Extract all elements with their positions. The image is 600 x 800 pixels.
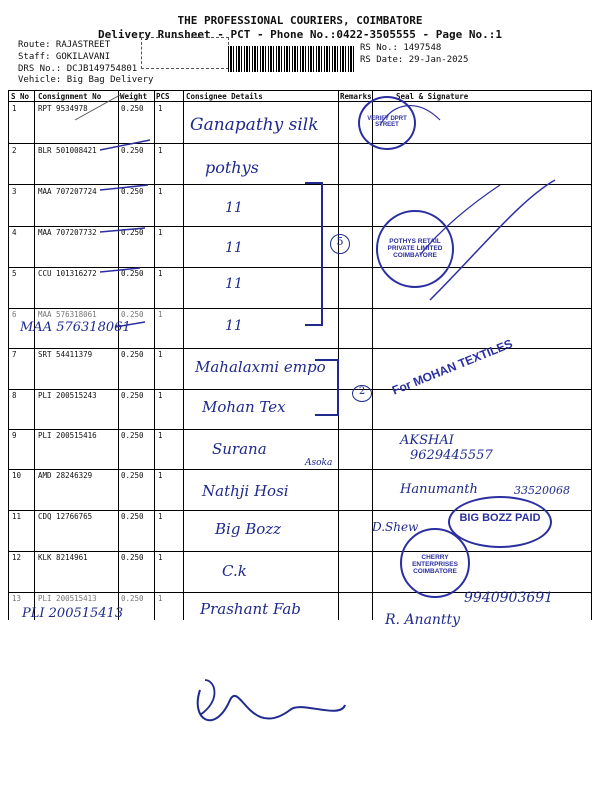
stamp-cherry-enterprises: CHERRY ENTERPRISES COIMBATORE [400, 528, 470, 598]
stamp-mohan-textiles: For MOHAN TEXTILES [390, 336, 515, 398]
row-sno: 6 [12, 310, 17, 319]
hw-consignee-13: Prashant Fab [200, 600, 301, 618]
pen-tick [75, 95, 120, 120]
row-pcs: 1 [158, 391, 163, 400]
pen-tick [100, 140, 150, 150]
row-sno: 13 [12, 594, 22, 603]
row-consignment: CDQ 12766765 [38, 512, 93, 521]
hw-consignee-9: Surana [212, 440, 267, 458]
group-mark-5: 5 [330, 234, 350, 254]
hw-consignee-11: Big Bozz [215, 520, 282, 538]
row-consignment: PLI 200515243 [38, 391, 97, 400]
signature-stroke [200, 680, 215, 715]
col-remarks: Remarks [340, 92, 372, 101]
hw-consignee-2: pothys [205, 158, 259, 177]
row-sno: 4 [12, 228, 17, 237]
row-sno: 3 [12, 187, 17, 196]
hw-consignee-5: 11 [225, 276, 243, 292]
hw-final-signature [255, 705, 257, 706]
hw-consignee-7: Mahalaxmi empo [195, 358, 326, 376]
vehicle-label: Vehicle: Big Bag Delivery [18, 75, 154, 85]
pen-tick [100, 185, 148, 190]
hw-consignee-10: Nathji Hosi [202, 482, 289, 500]
row-weight: 0.250 [121, 310, 144, 319]
row-pcs: 1 [158, 431, 163, 440]
row-pcs: 1 [158, 350, 163, 359]
rs-number: RS No.: 1497548 [360, 43, 442, 53]
hw-consignee-8: Mohan Tex [202, 398, 286, 416]
row-consignment: MAA 707207732 [38, 228, 97, 237]
company-title: THE PROFESSIONAL COURIERS, COIMBATORE [177, 14, 423, 27]
row-sno: 9 [12, 431, 17, 440]
row-weight: 0.250 [121, 228, 144, 237]
signature-stroke [430, 180, 555, 300]
hw-phone-2: 33520068 [514, 484, 570, 497]
row-pcs: 1 [158, 269, 163, 278]
col-seal-signature: Seal & Signature [396, 92, 469, 101]
row-sno: 7 [12, 350, 17, 359]
signature-stroke [420, 185, 500, 255]
row-consignment: MAA 707207724 [38, 187, 97, 196]
hw-r-anantty: R. Anantty [385, 612, 461, 628]
row-pcs: 1 [158, 594, 163, 603]
row-sno: 11 [12, 512, 22, 521]
col-sno: S No [11, 92, 30, 101]
pen-tick [115, 322, 145, 327]
hw-extra-consignment-13: PLI 200515413 [22, 606, 124, 621]
signature-stroke [380, 106, 440, 125]
row-sno: 10 [12, 471, 22, 480]
row-consignment: SRT 54411379 [38, 350, 93, 359]
row-pcs: 1 [158, 104, 163, 113]
hw-phone-1: 9629445557 [410, 448, 493, 463]
row-weight: 0.250 [121, 187, 144, 196]
hw-asoka: Asoka [305, 458, 333, 468]
row-consignment: MAA 576318061 [38, 310, 97, 319]
row-consignment: BLR 501008421 [38, 146, 97, 155]
drs-label: DRS No.: DCJB149754801 [18, 64, 138, 74]
group-mark-2: 2 [352, 385, 372, 402]
hw-consignee-12: C.k [222, 562, 247, 580]
hw-akshai: AKSHAI [400, 433, 454, 448]
row-weight: 0.250 [121, 350, 144, 359]
stamp-verify: VERIFY DPRT STREET [358, 96, 416, 150]
stamp-pothys: POTHYS RETAIL PRIVATE LIMITED COIMBATORE [376, 210, 454, 288]
row-weight: 0.250 [121, 431, 144, 440]
row-weight: 0.250 [121, 104, 144, 113]
row-sno: 8 [12, 391, 17, 400]
row-consignment: KLK 8214961 [38, 553, 88, 562]
col-consignee: Consignee Details [186, 92, 263, 101]
pen-tick [100, 228, 145, 232]
row-sno: 12 [12, 553, 22, 562]
col-consignment: Consignment No [38, 92, 102, 101]
row-consignment: PLI 200515416 [38, 431, 97, 440]
route-label: Route: RAJASTREET [18, 40, 111, 50]
row-weight: 0.250 [121, 512, 144, 521]
hw-consignee-3: 11 [225, 200, 243, 216]
row-consignment: RPT 9534978 [38, 104, 88, 113]
row-weight: 0.250 [121, 391, 144, 400]
row-weight: 0.250 [121, 146, 144, 155]
runsheet-subtitle: Delivery Runsheet - PCT - Phone No.:0422-3505555 - Page No.:1 [98, 28, 502, 41]
row-pcs: 1 [158, 187, 163, 196]
hw-consignee-1: Ganapathy silk [190, 115, 319, 135]
hw-consignee-4: 11 [225, 240, 243, 256]
signature-stroke [198, 690, 345, 720]
col-weight: Weight [120, 92, 148, 101]
row-sno: 2 [12, 146, 17, 155]
rs-date: RS Date: 29-Jan-2025 [360, 55, 469, 65]
hw-dshew: D.Shew [372, 520, 419, 534]
row-pcs: 1 [158, 310, 163, 319]
pen-tick [100, 268, 140, 272]
row-weight: 0.250 [121, 471, 144, 480]
row-pcs: 1 [158, 512, 163, 521]
row-consignment: CCU 101316272 [38, 269, 97, 278]
row-pcs: 1 [158, 553, 163, 562]
row-weight: 0.250 [121, 269, 144, 278]
stamp-big-bozz-paid: BIG BOZZ PAID [448, 496, 552, 548]
row-pcs: 1 [158, 146, 163, 155]
hw-phone-3: 9940903691 [464, 590, 554, 606]
col-pcs: PCS [156, 92, 170, 101]
row-consignment: PLI 200515413 [38, 594, 97, 603]
hw-consignee-6: 11 [225, 318, 243, 334]
row-consignment: AMD 28246329 [38, 471, 93, 480]
row-sno: 5 [12, 269, 17, 278]
row-weight: 0.250 [121, 553, 144, 562]
row-pcs: 1 [158, 471, 163, 480]
row-sno: 1 [12, 104, 17, 113]
hw-hanumanth: Hanumanth [400, 482, 478, 497]
staff-label: Staff: GOKILAVANI [18, 52, 111, 62]
row-weight: 0.250 [121, 594, 144, 603]
row-pcs: 1 [158, 228, 163, 237]
hw-extra-consignment-6: MAA 576318061 [20, 320, 131, 335]
